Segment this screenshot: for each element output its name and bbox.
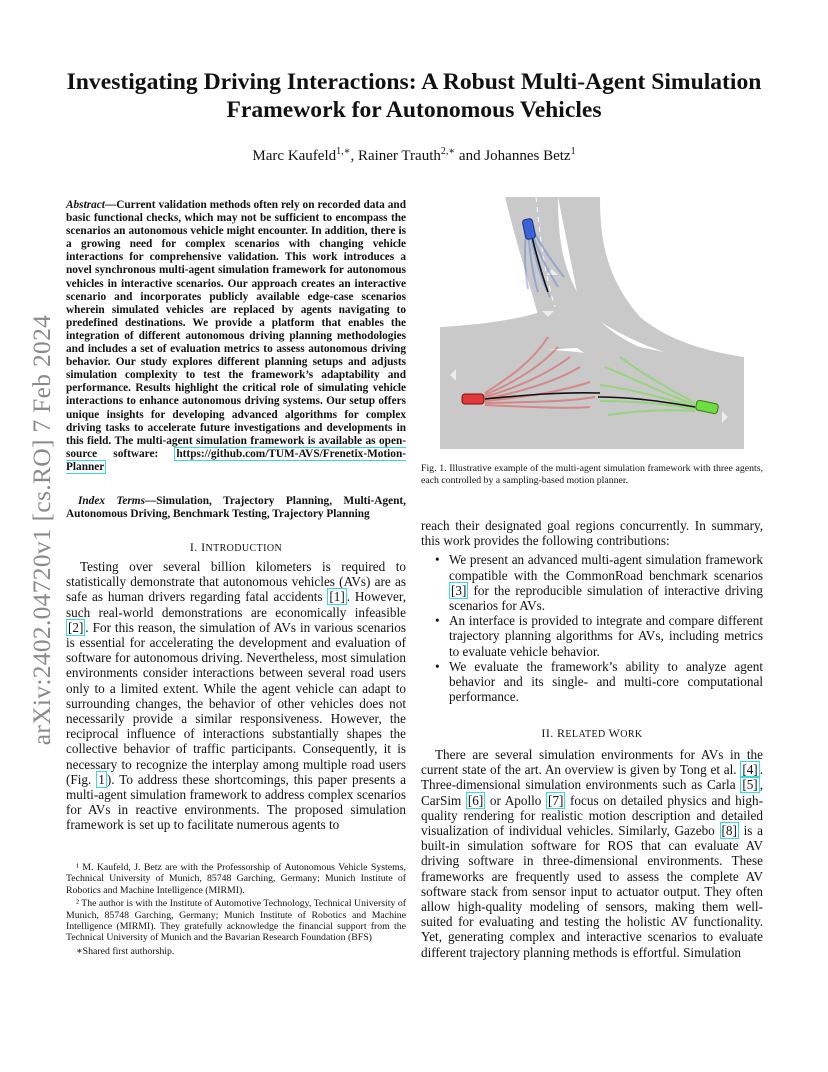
citation-link[interactable]: [5] <box>742 777 758 793</box>
footnotes <box>66 862 406 959</box>
related-paragraph <box>421 747 763 960</box>
title-line-1: Investigating Driving Interactions: A Robust Multi-Agent Simulation <box>66 69 762 95</box>
citation-link[interactable]: [2] <box>68 619 84 635</box>
abstract <box>66 199 406 474</box>
footnote-2: ² The author is with the Institute of Automotive Technology, Technical University of Munich, 85748 Garching, Germany; Munich Institute of Robotics and Machine Intelligence (MIRMI). They gratefully acknowledge the financial support from the Technical University of Munich and the Bavarian Research Foundation (BFS) <box>66 898 406 944</box>
figure-reference-link[interactable]: 1 <box>98 771 105 787</box>
citation-link[interactable]: [7] <box>548 792 564 808</box>
related-text: , CarSim <box>421 777 763 808</box>
section-number: I. <box>189 540 202 554</box>
index-terms-text: —Simulation, Trajectory Planning, Multi-Agent, Autonomous Driving, Benchmark Testing, Trajectory Planning <box>66 495 406 521</box>
contribution-intro: reach their designated goal regions concurrently. In summary, this work provides the following contributions: <box>421 518 763 549</box>
github-link[interactable]: https://github.com/TUM-AVS/Frenetix-Motion-Planner <box>66 447 406 473</box>
related-text: . Three-dimensional simulation environments such as Carla <box>421 762 763 793</box>
figure-1-simulation <box>440 197 744 449</box>
arxiv-sidebar-stamp <box>22 290 62 770</box>
section-heading-introduction <box>66 540 406 555</box>
author-2: Rainer Trauth <box>357 148 441 164</box>
contribution-item <box>449 552 763 613</box>
citation-link[interactable]: [3] <box>451 582 467 598</box>
section-heading-related-work <box>421 726 763 741</box>
contribution-item: • An interface is provided to integrate and compare different trajectory planning algorithms for AVs, including metrics to evaluate vehicle behavior. <box>449 613 763 659</box>
citation-link[interactable]: [4] <box>742 762 758 778</box>
intro-text-1: Testing over several billion kilometers is required to statistically demonstrate that autonomous vehicles (AVs) are as safe as human drivers regarding fatal accidents <box>66 559 406 605</box>
author-sep-2: and <box>455 148 485 164</box>
author-2-affil: 2,∗ <box>440 146 456 157</box>
abstract-text: —Current validation methods often rely on recorded data and basic functional checks, which may not be sufficient to encompass the scenarios an autonomous vehicle might encounter. In addition, there is a growing need for complex scenarios with changing vehicle interactions for comprehensive validation. This work introduces a novel synchronous multi-agent simulation framework for autonomous vehicles in interactive scenarios. Our approach creates an interactive scenario and incorporates publicly available edge-case scenarios wherein simulated vehicles are replaced by agents navigating to predefined destinations. We provide a platform that enables the integration of different autonomous driving planning methodologies and includes a set of evaluation metrics to assess autonomous driving behavior. Our study explores different planning setups and adjusts simulation complexity to test the framework’s adaptability and performance. Results highlight the critical role of simulating vehicle interactions to enhance autonomous driving systems. Our setup offers unique insights for developing advanced algorithms for complex driving tasks to accelerate future investigations and developments in this field. The multi-agent simulation framework is available as open-source software: <box>66 199 406 460</box>
related-work-body <box>421 747 763 960</box>
introduction-body <box>66 559 406 833</box>
index-terms <box>66 495 406 521</box>
author-3-affil: 1 <box>570 146 576 157</box>
contribution-text: for the reproducible simulation of interactive driving scenarios for AVs. <box>449 582 763 614</box>
citation-link[interactable]: [8] <box>721 823 737 839</box>
intro-text-3: . For this reason, the simulation of AVs in various scenarios is essential for accelerating the development and evaluation of software for autonomous driving. Nevertheless, most simulation environments consider interactions between several road users only to a limited extent. While the agent vehicle can adapt to surrounding changes, the behavior of other vehicles does not necessarily provide a similar responsiveness. However, the reciprocal influence of interactions substantially shapes the collective behavior of traffic participants. Consequently, it is necessary to recognize the interplay among multiple road users (Fig. <box>66 619 406 787</box>
paper-title <box>0 68 828 124</box>
author-1-affil: 1,∗ <box>336 146 351 157</box>
figure-1-caption: Fig. 1. Illustrative example of the multi-agent simulation framework with three agents, each controlled by a sampling-based motion planner. <box>421 463 763 486</box>
right-column-body <box>421 518 763 710</box>
intro-text-2: . However, such real-world demonstrations are economically infeasible <box>66 589 406 620</box>
index-terms-label: Index Terms <box>78 495 145 507</box>
red-vehicle-icon <box>462 394 484 404</box>
footnote-3: ∗Shared first authorship. <box>76 945 175 957</box>
contribution-text: We present an advanced multi-agent simulation framework compatible with the CommonRoad benchmark scenarios <box>449 552 763 583</box>
author-sep-1: , <box>350 148 358 164</box>
related-text: is a built-in simulation software for ROS that can evaluate AV driving software in three-dimensional environments. These frameworks are frequently used to assess the complete AV software stack from sensor input to actuator output. They often allow high-quality modeling of sensors, making them well-suited for evaluating and testing the holistic AV functionality. Yet, generating complex and interactive scenarios to evaluate different trajectory planning methods is effortful. Simulation <box>421 823 763 960</box>
related-text: or Apollo <box>485 792 547 808</box>
citation-link[interactable]: [6] <box>467 792 484 808</box>
arxiv-identifier: arXiv:2402.04720v1 [cs.RO] 7 Feb 2024 <box>27 314 56 746</box>
contribution-item: • We evaluate the framework’s ability to analyze agent behavior and its single- and multi-core computational performance. <box>449 659 763 705</box>
section-initial: W <box>608 726 621 740</box>
title-line-2: Framework for Autonomous Vehicles <box>226 97 602 123</box>
abstract-label: Abstract <box>66 199 105 211</box>
intro-paragraph <box>66 559 406 833</box>
section-initial: I <box>201 540 206 554</box>
section-number: II. <box>541 726 558 740</box>
contribution-list <box>421 552 763 704</box>
section-rest: ELATED <box>565 729 609 740</box>
section-initial: R <box>557 726 566 740</box>
simulation-scene <box>440 197 744 449</box>
intro-text-4: ). To address these shortcomings, this paper presents a multi-agent simulation framework to address complex scenarios for AVs in reactive environments. The proposed simulation framework is set up to facilitate numerous agents to <box>66 771 407 833</box>
author-1: Marc Kaufeld <box>252 148 337 164</box>
related-text: There are several simulation environments for AVs in the current state of the art. An overview is given by Tong et al. <box>421 747 763 778</box>
author-list <box>0 146 828 165</box>
citation-link[interactable]: [1] <box>329 589 345 605</box>
footnote-1: ¹ M. Kaufeld, J. Betz are with the Professorship of Autonomous Vehicle Systems, Technical University of Munich, 85748 Garching, Germany; Munich Institute of Robotics and Machine Intelligence (MIRMI). <box>66 862 406 896</box>
section-rest: NTRODUCTION <box>205 543 283 554</box>
related-text: focus on detailed physics and high-quality rendering for realistic motion description and detailed visualization of individual vehicles. Similarly, Gazebo <box>421 792 763 839</box>
section-rest: ORK <box>620 729 643 740</box>
author-3: Johannes Betz <box>484 148 571 164</box>
